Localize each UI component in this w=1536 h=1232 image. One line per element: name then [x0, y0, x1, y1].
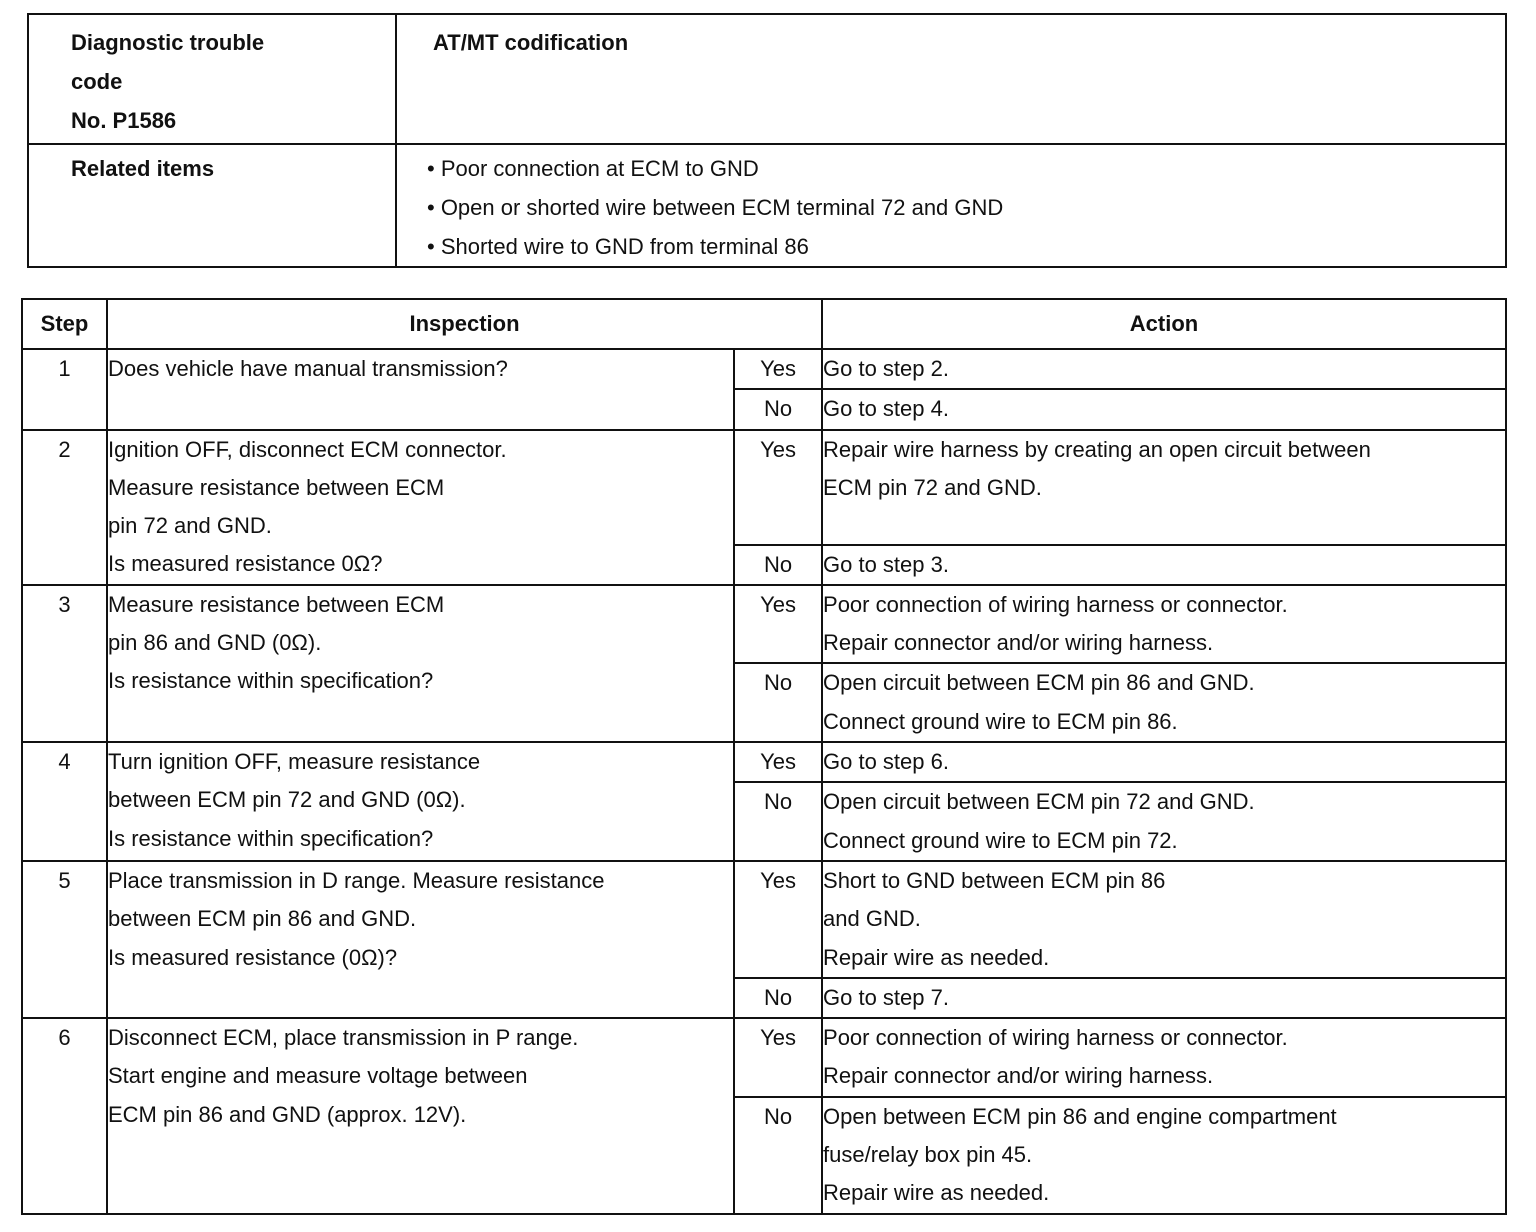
action-line: Repair wire as needed. [823, 1180, 1050, 1206]
action-line: fuse/relay box pin 45. [823, 1142, 1033, 1168]
table-header-row [22, 299, 1506, 349]
answer-yes: Yes [734, 349, 822, 389]
related-item: • Open or shorted wire between ECM terminal 72 and GND [427, 195, 1004, 220]
action-no [822, 978, 1506, 1018]
diagnostic-steps-table [21, 298, 1507, 1215]
inspection-line: Does vehicle have manual transmission? [108, 356, 508, 381]
action-line: Go to step 2. [823, 356, 949, 381]
action-yes [822, 585, 1506, 664]
action-line: Go to step 7. [823, 984, 949, 1010]
inspection-line: Measure resistance between ECM [108, 474, 445, 500]
action-line: Repair wire harness by creating an open circuit between [823, 436, 1371, 462]
inspection-line: ECM pin 86 and GND (approx. 12V). [108, 1101, 467, 1127]
action-yes [822, 430, 1506, 545]
answer-no: No [734, 389, 822, 429]
answer-yes: Yes [734, 585, 822, 664]
related-items-label: Related items [28, 144, 396, 267]
action-no [822, 663, 1506, 742]
inspection-line: Turn ignition OFF, measure resistance [108, 749, 481, 775]
related-item: • Shorted wire to GND from terminal 86 [427, 234, 809, 259]
inspection-text [107, 1018, 734, 1213]
inspection-line: Ignition OFF, disconnect ECM connector. [108, 436, 507, 462]
inspection-line: pin 86 and GND (0Ω). [108, 630, 322, 656]
inspection-text [107, 585, 734, 742]
dtc-title: AT/MT codification [396, 14, 1506, 144]
dtc-label-line: Diagnostic trouble [71, 30, 265, 55]
action-line: Poor connection of wiring harness or connector. [823, 591, 1288, 617]
answer-no: No [734, 978, 822, 1018]
related-items-row [28, 144, 1506, 267]
action-line: Poor connection of wiring harness or connector. [823, 1025, 1288, 1051]
answer-yes: Yes [734, 430, 822, 545]
related-item: • Poor connection at ECM to GND [427, 156, 759, 181]
answer-no: No [734, 545, 822, 585]
inspection-line: between ECM pin 86 and GND. [108, 906, 417, 932]
table-row [22, 430, 1506, 545]
answer-no: No [734, 782, 822, 861]
action-line: Go to step 3. [823, 551, 949, 577]
action-no [822, 782, 1506, 861]
answer-yes: Yes [734, 861, 822, 978]
action-line: Connect ground wire to ECM pin 72. [823, 827, 1178, 853]
dtc-header-table [27, 13, 1507, 268]
step-number: 2 [22, 430, 107, 585]
dtc-row [28, 14, 1506, 144]
inspection-line: Is measured resistance (0Ω)? [108, 944, 398, 970]
table-row [22, 585, 1506, 664]
action-line: Connect ground wire to ECM pin 86. [823, 708, 1178, 734]
inspection-line: Disconnect ECM, place transmission in P range. [108, 1025, 579, 1051]
action-line: Open circuit between ECM pin 72 and GND. [823, 789, 1255, 815]
step-number: 6 [22, 1018, 107, 1213]
answer-no: No [734, 663, 822, 742]
inspection-line: Is measured resistance 0Ω? [108, 551, 383, 577]
inspection-line: Place transmission in D range. Measure resistance [108, 867, 605, 893]
inspection-text [107, 861, 734, 1018]
action-yes [822, 861, 1506, 978]
table-row [22, 349, 1506, 389]
inspection-line: Measure resistance between ECM [108, 591, 445, 617]
related-items-list [396, 144, 1506, 267]
action-yes [822, 742, 1506, 782]
dtc-label-cell [28, 14, 396, 144]
step-number: 4 [22, 742, 107, 861]
table-row [22, 861, 1506, 978]
answer-no: No [734, 1097, 822, 1214]
action-yes [822, 349, 1506, 389]
action-line: Go to step 4. [823, 396, 949, 422]
dtc-label-line: code [71, 69, 123, 94]
answer-yes: Yes [734, 1018, 822, 1097]
action-no [822, 1097, 1506, 1214]
action-line: Repair connector and/or wiring harness. [823, 630, 1214, 656]
inspection-line: Start engine and measure voltage between [108, 1063, 528, 1089]
column-header-inspection: Inspection [107, 299, 822, 349]
dtc-code: No. P1586 [71, 108, 177, 133]
inspection-line: Is resistance within specification? [108, 825, 434, 851]
action-line: Open between ECM pin 86 and engine compartment [823, 1103, 1337, 1129]
step-number: 3 [22, 585, 107, 742]
action-line: Repair connector and/or wiring harness. [823, 1063, 1214, 1089]
inspection-text [107, 430, 734, 585]
inspection-text [107, 349, 734, 430]
table-row [22, 742, 1506, 782]
action-no [822, 389, 1506, 429]
action-no [822, 545, 1506, 585]
inspection-line: Is resistance within specification? [108, 668, 434, 694]
action-yes [822, 1018, 1506, 1097]
inspection-text [107, 742, 734, 861]
action-line: Open circuit between ECM pin 86 and GND. [823, 670, 1255, 696]
step-number: 5 [22, 861, 107, 1018]
inspection-line: pin 72 and GND. [108, 513, 272, 539]
action-line: Repair wire as needed. [823, 944, 1050, 970]
step-number: 1 [22, 349, 107, 430]
column-header-step: Step [22, 299, 107, 349]
answer-yes: Yes [734, 742, 822, 782]
column-header-action: Action [822, 299, 1506, 349]
action-line: Go to step 6. [823, 749, 949, 775]
inspection-line: between ECM pin 72 and GND (0Ω). [108, 787, 466, 813]
table-row [22, 1018, 1506, 1097]
action-line: Short to GND between ECM pin 86 [823, 867, 1166, 893]
action-line: and GND. [823, 906, 921, 932]
action-line: ECM pin 72 and GND. [823, 474, 1042, 500]
